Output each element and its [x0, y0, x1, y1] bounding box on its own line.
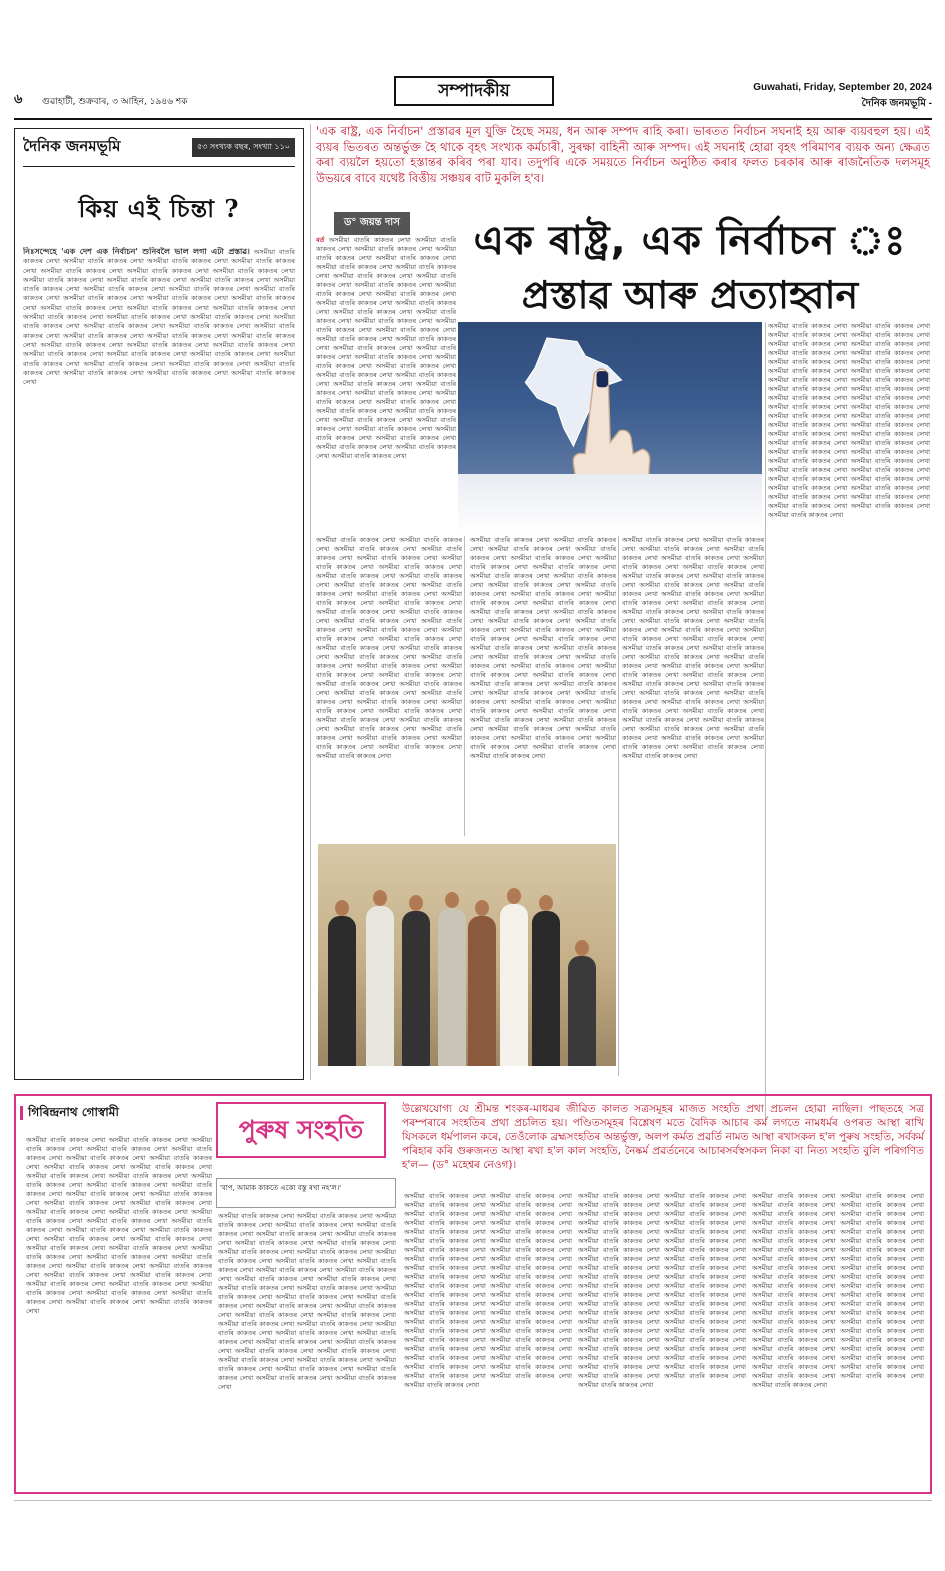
bottom-column-3 [404, 1192, 572, 1486]
bottom-article [14, 1094, 932, 1494]
column-divider [310, 124, 311, 1080]
editorial-title: কিয় এই চিন্তা ? [78, 194, 240, 223]
bottom-column-4 [578, 1192, 746, 1486]
article-column-right [768, 322, 930, 1124]
ceremony-photo [318, 844, 616, 1066]
english-dateline: Guwahati, Friday, September 20, 2024 [753, 82, 932, 93]
right-dateline-block [753, 82, 932, 113]
header-rule [14, 118, 932, 120]
page-header [14, 74, 932, 118]
headline-line-2: প্ৰস্তাৱ আৰু প্ৰত্যাহ্বান [521, 273, 859, 317]
editorial-paper-name: দৈনিক জনমভূমি [23, 137, 121, 155]
editorial-masthead [23, 135, 295, 167]
bottom-column-2 [218, 1212, 396, 1486]
bottom-column-1 [26, 1136, 212, 1486]
paper-name: দৈনিক জনমভূমি - [861, 98, 932, 109]
feature-author-tag: ড° জয়ন্ত দাস [334, 212, 410, 235]
page-number: ৬ [14, 92, 23, 107]
hero-image [458, 322, 762, 534]
editorial-body [23, 247, 295, 1087]
footer-rule [14, 1500, 932, 1501]
article-column-1 [316, 236, 456, 532]
section-title: সম্পাদকীয় [394, 76, 554, 106]
parliament-silhouette [458, 474, 762, 534]
feature-headline [450, 214, 930, 322]
editorial-lead: নিঃসন্দেহে 'এক দেশ এক নিৰ্বাচন' শুনিবলৈ ভাল লগা এটা প্ৰস্তাৱ। [23, 247, 250, 256]
bottom-intro: উল্লেখযোগ্য যে শ্ৰীমন্ত শংকৰ-মাধৱৰ জীৱিত কালত সত্ৰসমূহৰ মাজত সংহতি প্ৰথা প্ৰচলন হোৱা নাছিল। পাছতহে সত্ৰ পৰম্পৰাৰে সংহতিৰ প্ৰথা প্ৰচলিত হয়। পণ্ডিতসমূহৰ বিশ্লেষণ মতে বৈদিক আচাৰ কৰ্ম লগতে নামধৰ্মৰ ওপৰত আস্থা ৰাখি যিসকলে ধৰ্মপালন কৰে, তেওঁলোক ব্ৰহ্মসংহতিৰ অন্তৰ্ভুক্ত, অলপ কৰ্মত প্ৰৱৰ্তি নামত আস্থা ৰখাসকল হ'ল পুৰুষ সংহতি, সৰ্বকৰ্ম পৰিহাৰ কৰি গুৰুজনত আস্থা ৰখা হ'ল কাল সংহতি, নৈষ্কৰ্ম প্ৰৱৰ্তনেৰে আচাৰসৰ্বস্বসকল নিকা বা নিত্য সংহতি বুলি পৰিগণিত হ'ল— (ড° মহেশ্বৰ নেওগ)। [402, 1103, 924, 1171]
column-divider [464, 536, 465, 836]
bottom-dialog-quote: 'বাপ, আমাক কাকতে একো বস্তু ৰখা নহ'ল।' [216, 1178, 396, 1208]
left-dateline: গুৱাহাটী, শুক্ৰবাৰ, ৩ আহিন, ১৯৪৬ শক [42, 97, 188, 107]
volume-badge: ৫৩ সংখ্যক বছৰ, সংখ্যা ১১০ [192, 138, 295, 157]
column-divider [618, 536, 619, 1076]
drop-start: বৰ্ত [316, 236, 325, 244]
feature-intro: 'এক ৰাষ্ট্ৰ, এক নিৰ্বাচন' প্ৰস্তাৱৰ মূল যুক্তি হৈছে সময়, ধন আৰু সম্পদ ৰাহি কৰা। ভাৰতত নিৰ্বাচন সঘনাই হয় আৰু ব্যয়বহুল হয়। এই ব্যয়ৰ ভিতৰত অন্তৰ্ভুক্ত হৈ থাকে বৃহৎ সংখ্যক কৰ্মচাৰী, সুৰক্ষা বাহিনী আৰু সম্পদ। এই সঘনাই হোৱা বৃহৎ পৰিমাণৰ ব্যয়ক অন্য ক্ষেত্ৰত কৰা ব্যয়লৈ হয়তো হস্তান্তৰ কৰিব পৰা যাব। তদুপৰি একে সময়তে নিৰ্বাচন অনুষ্ঠিত কৰাৰ ফলত চৰকাৰ আৰু ৰাজনৈতিক দলসমূহ উভয়ৰে বাবে যথেষ্ট বিত্তীয় সঞ্চয়ৰ বাট মুকলি হ'ব। [316, 124, 930, 185]
article-column-a [316, 536, 462, 836]
bottom-title: পুৰুষ সংহতি [216, 1102, 386, 1158]
headline-line-1: এক ৰাষ্ট্ৰ, এক নিৰ্বাচন ঃ [473, 218, 907, 264]
editorial-column [14, 128, 304, 1080]
article-column-b [470, 536, 616, 836]
bottom-column-5 [752, 1192, 924, 1486]
column-divider [765, 322, 766, 1122]
article-column-c [622, 536, 764, 1078]
bottom-author: গিৰিন্দ্ৰনাথ গোস্বামী [28, 1105, 119, 1119]
author-marker [20, 1106, 23, 1120]
